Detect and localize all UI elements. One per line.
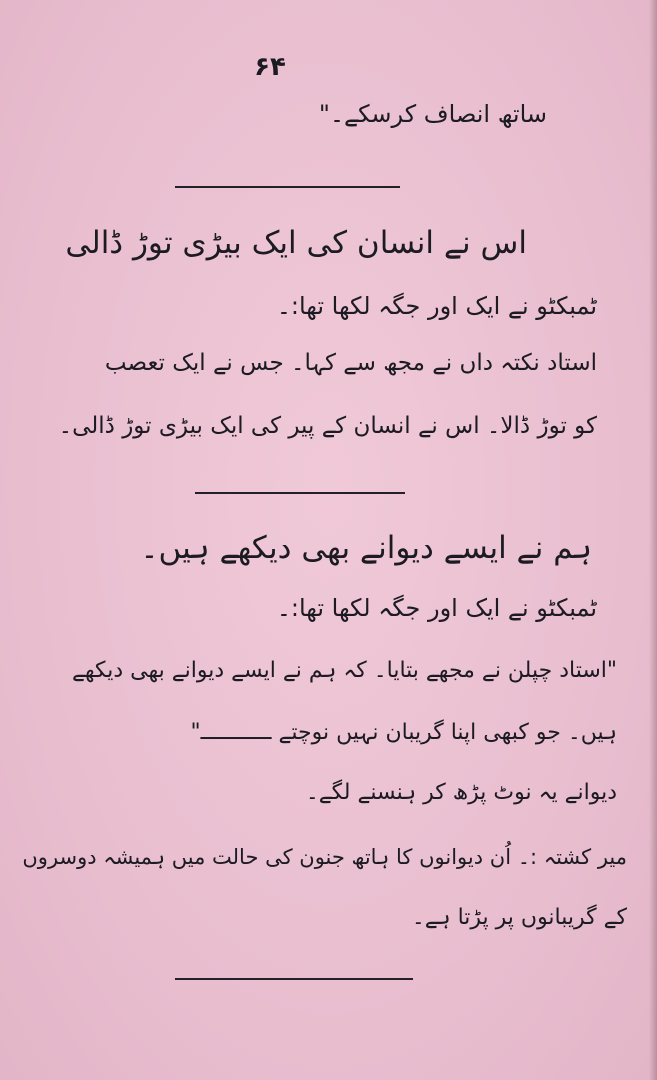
body-line-5: کے گریبانوں پر پڑتا ہے۔ [411, 905, 627, 930]
section-divider-2 [195, 492, 405, 494]
opening-line: ساتھ انصاف کرسکے۔" [318, 100, 547, 128]
section-divider-3 [175, 978, 413, 980]
intro-line-1: ٹمبکٹو نے ایک اور جگہ لکھا تھا:۔ [276, 292, 597, 320]
section-divider-1 [175, 186, 400, 188]
section-heading-2: ہم نے ایسے دیوانے بھی دیکھے ہیں۔ [140, 530, 592, 566]
page-edge-shadow [649, 0, 657, 1080]
intro-line-2: ٹمبکٹو نے ایک اور جگہ لکھا تھا:۔ [276, 594, 597, 622]
body-line-3: دیوانے یہ نوٹ پڑھ کر ہنسنے لگے۔ [305, 780, 617, 805]
body-line-2: کو توڑ ڈالا۔ اس نے انسان کے پیر کی ایک بیڑی توڑ ڈالی۔ [58, 413, 597, 439]
body-line-4: میر کشتہ :۔ اُن دیوانوں کا ہاتھ جنون کی حالت میں ہمیشہ دوسروں [22, 845, 627, 869]
section-heading-1: اس نے انسان کی ایک بیڑی توڑ ڈالی [65, 225, 527, 261]
page-number: ۶۴ [254, 52, 286, 82]
quote-line-2: ہیں۔ جو کبھی اپنا گریبان نہیں نوچتے ـــــــــــ" [190, 720, 617, 745]
body-line-1: استاد نکتہ داں نے مجھ سے کہا۔ جس نے ایک تعصب [104, 350, 597, 376]
quote-line-1: "استاد چپلن نے مجھے بتایا۔ کہ ہم نے ایسے دیوانے بھی دیکھے [72, 658, 617, 683]
